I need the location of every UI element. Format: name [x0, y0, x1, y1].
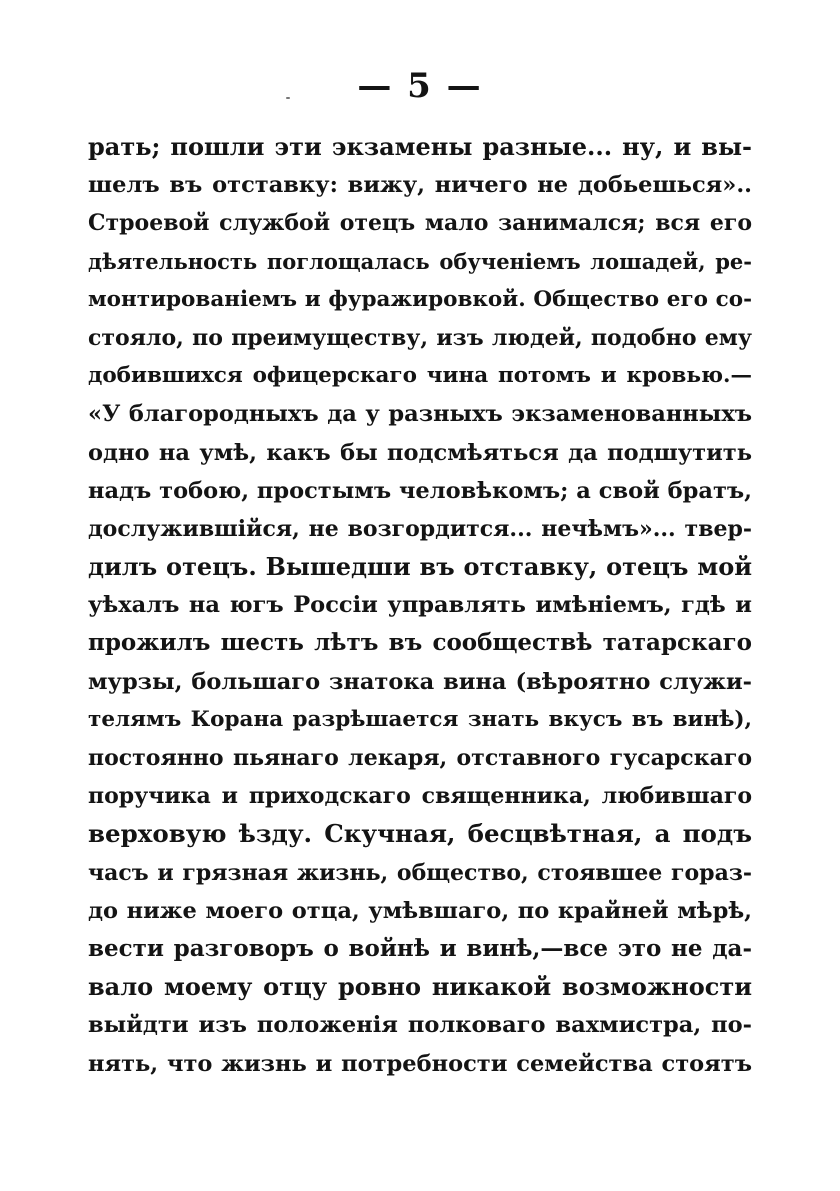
text-line: постоянно пьянаго лекаря, отставного гусарскаго [88, 745, 752, 771]
text-line: рать; пошли эти экзамены разные... ну, и вы- [88, 132, 752, 161]
text-line: дѣятельность поглощалась обученіемъ лошадей, ре- [88, 248, 752, 274]
text-line: Строевой службой отецъ мало занимался; вся его [88, 210, 752, 237]
text-line: «У благородныхъ да у разныхъ экзаменованныхъ [88, 401, 752, 428]
text-line: вало моему отцу ровно никакой возможности [88, 972, 752, 1002]
ink-speck [286, 97, 290, 99]
text-line: стояло, по преимуществу, изъ людей, подобно ему [88, 324, 752, 351]
text-line: дилъ отецъ. Вышедши въ отставку, отецъ мой [88, 552, 752, 582]
text-line: поручика и приходскаго священника, любившаго [88, 783, 752, 810]
text-line: добившихся офицерскаго чина потомъ и кровью.— [88, 363, 752, 389]
text-line: одно на умѣ, какъ бы подсмѣяться да подшутить [88, 439, 752, 466]
text-line: до ниже моего отца, умѣвшаго, по крайней мѣрѣ, [88, 897, 752, 924]
text-line: выйдти изъ положенія полковаго вахмистра, по- [88, 1012, 752, 1039]
text-line: часъ и грязная жизнь, общество, стоявшее горaз- [88, 859, 752, 886]
text-line: уѣхалъ на югъ Россіи управлять имѣніемъ, гдѣ и [88, 592, 752, 619]
text-line: шелъ въ отставку: вижу, ничего не добьешься».. [88, 172, 752, 199]
text-line: прожилъ шесть лѣтъ въ сообществѣ татарскаго [88, 629, 752, 657]
text-line: мурзы, большаго знатока вина (вѣроятно служи- [88, 668, 752, 695]
text-line: телямъ Корана разрѣшается знать вкусъ въ винѣ), [88, 706, 752, 732]
text-line: дослужившійся, не возгордится... нечѣмъ»... твер- [88, 515, 752, 542]
text-line: верховую ѣзду. Скучная, бесцвѣтная, а подъ [88, 819, 752, 849]
text-line: надъ тобою, простымъ человѣкомъ; а свой братъ, [88, 477, 752, 504]
text-line: вести разговоръ о войнѣ и винѣ,—все это не да- [88, 934, 752, 962]
text-line: нять, что жизнь и потребности семейства стоятъ [88, 1050, 752, 1077]
page-number: — 5 — [357, 66, 483, 106]
body-text [88, 128, 752, 1083]
text-line: монтированіемъ и фуражировкой. Общество его со- [88, 286, 752, 312]
